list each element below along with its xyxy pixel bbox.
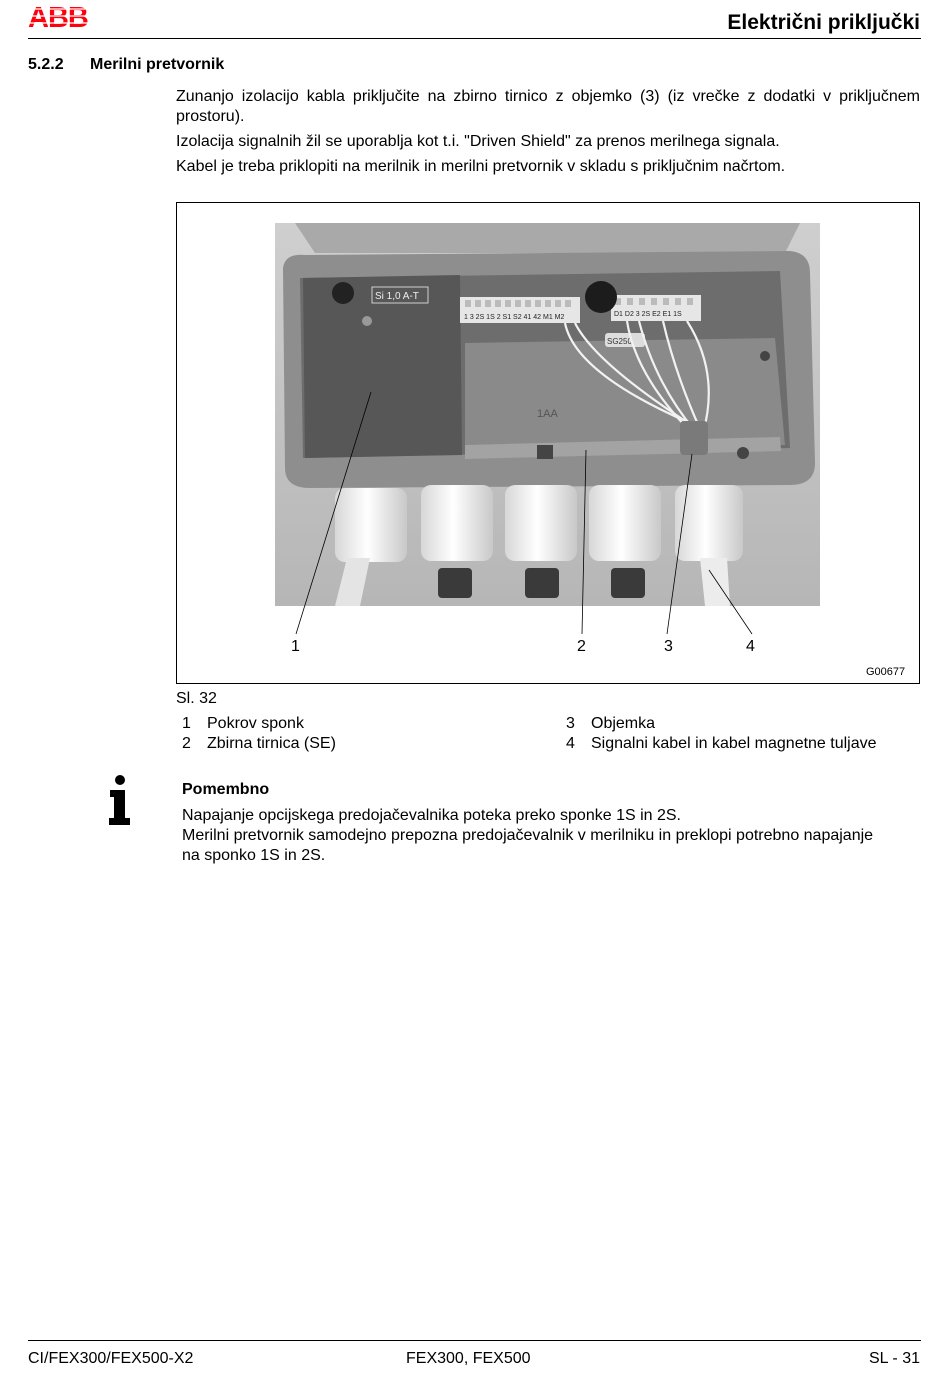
abb-logo: [28, 2, 106, 30]
callout-2: 2: [577, 638, 586, 655]
legend-item: 2 Zbirna tirnica (SE): [182, 735, 336, 752]
section-number: 5.2.2: [28, 56, 64, 73]
svg-text:1AA: 1AA: [537, 408, 558, 420]
fuse-label: Si 1,0 A-T: [375, 291, 419, 302]
figure-caption: Sl. 32: [176, 690, 217, 707]
page-header-title: Električni priključki: [727, 11, 920, 34]
figure-code: G00677: [866, 666, 906, 678]
svg-text:1 3 2S 1S 2 S1 S2 41 42 M1 M2: 1 3 2S 1S 2 S1 S2 41 42 M1 M2: [464, 314, 565, 321]
callout-4: 4: [746, 638, 755, 655]
header-divider: [28, 38, 921, 39]
body-paragraph-2: Izolacija signalnih žil se uporablja kot t.i. "Driven Shield" za prenos merilnega signala.: [176, 133, 780, 150]
svg-text:D1 D2 3 2S E2 E1 1S: D1 D2 3 2S E2 E1 1S: [614, 311, 682, 318]
body-paragraph-1: Zunanjo izolacijo kabla priključite na zbirno tirnico z objemko (3) (iz vrečke z dodatki v priključnem prostoru).: [176, 88, 920, 125]
note-line-1: Napajanje opcijskega predojačevalnika poteka preko sponke 1S in 2S.: [182, 807, 681, 824]
footer-doc-id: CI/FEX300/FEX500-X2: [28, 1350, 194, 1367]
footer-divider: [28, 1340, 921, 1341]
legend-item: 1 Pokrov sponk: [182, 715, 304, 732]
figure-leader-lines: [176, 202, 920, 682]
section-title: Merilni pretvornik: [90, 56, 225, 73]
note-line-2: Merilni pretvornik samodejno prepozna predojačevalnik v merilniku in preklopi potrebno napajanje na sponko 1S in 2S.: [182, 827, 874, 864]
callout-3: 3: [664, 638, 673, 655]
svg-text:SG250: SG250: [607, 337, 632, 346]
svg-text:ABB: ABB: [28, 2, 88, 30]
note-heading: Pomembno: [182, 781, 270, 798]
legend-item: 3 Objemka: [566, 715, 656, 732]
footer-page-number: SL - 31: [869, 1350, 920, 1367]
footer-product: FEX300, FEX500: [406, 1350, 531, 1367]
callout-1: 1: [291, 638, 300, 655]
legend-item: 4 Signalni kabel in kabel magnetne tuljave: [566, 735, 877, 752]
info-icon: [108, 775, 132, 825]
body-paragraph-3: Kabel je treba priklopiti na merilnik in merilni pretvornik v skladu s priključnim načrtom.: [176, 158, 786, 175]
